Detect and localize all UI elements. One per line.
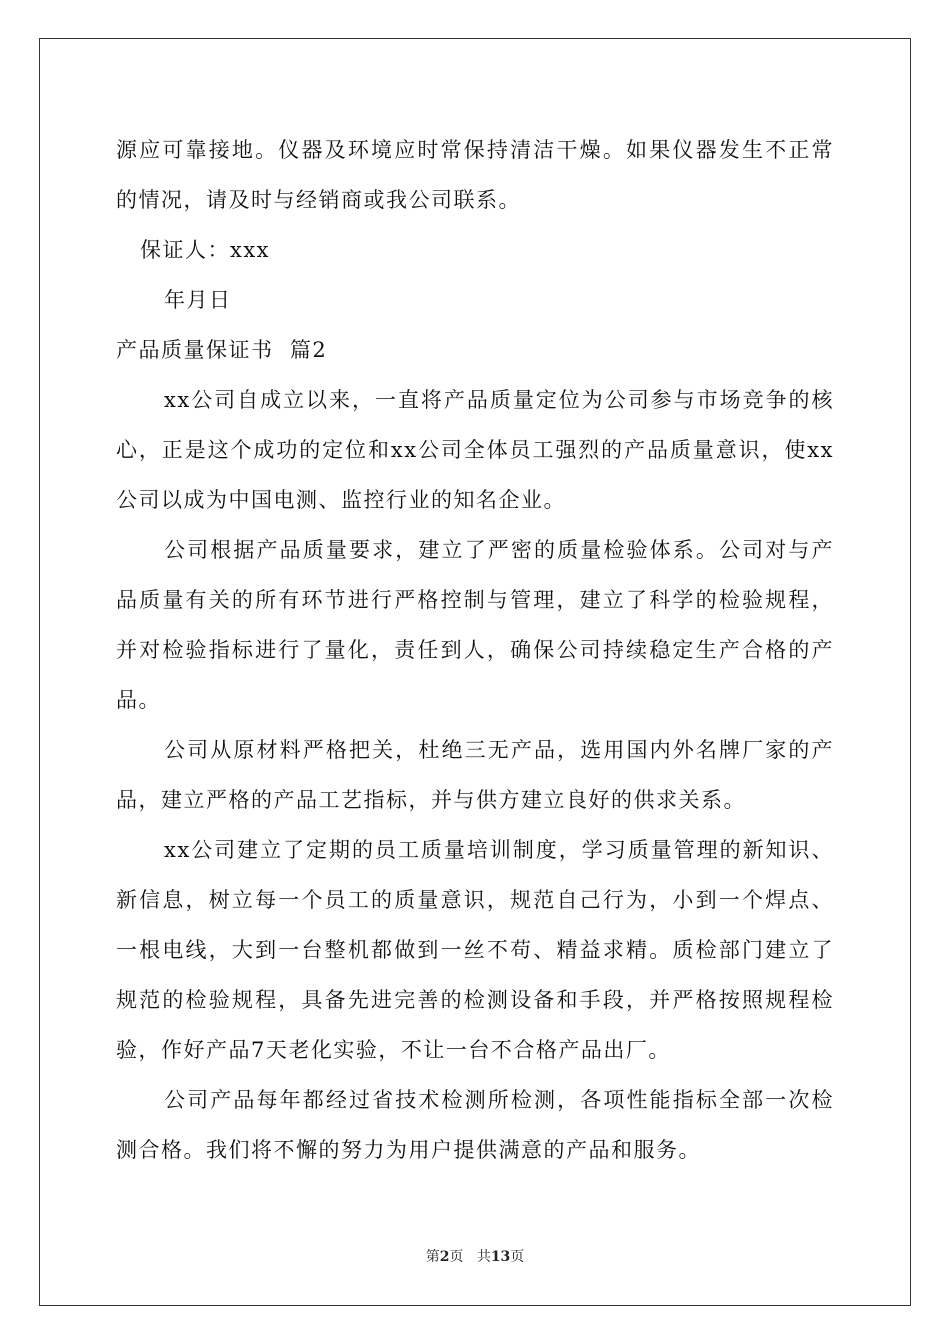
body-paragraph-2: 公司根据产品质量要求，建立了严密的质量检验体系。公司对与产品质量有关的所有环节进行严格控制与管理，建立了科学的检验规程，并对检验指标进行了量化，责任到人，确保公司持续稳定生产合格的产品。 (116, 538, 834, 712)
body-paragraph-5: 公司产品每年都经过省技术检测所检测，各项性能指标全部一次检测合格。我们将不懈的努力为用户提供满意的产品和服务。 (116, 1088, 834, 1162)
footer-total-suffix: 页 (510, 1249, 525, 1265)
continuation-paragraph: 源应可靠接地。仪器及环境应时常保持清洁干燥。如果仪器发生不正常的情况，请及时与经销商或我公司联系。 (116, 138, 834, 212)
body-paragraph-1: xx公司自成立以来，一直将产品质量定位为公司参与市场竞争的核心，正是这个成功的定位和xx公司全体员工强烈的产品质量意识，使xx公司以成为中国电测、监控行业的知名企业。 (116, 388, 834, 512)
page-footer (0, 1246, 950, 1266)
footer-total-pages: 13 (490, 1249, 511, 1265)
guarantor-line: 保证人：xxx (140, 238, 271, 262)
footer-page-prefix: 第 (425, 1249, 440, 1265)
footer-page-number: 2 (439, 1249, 450, 1265)
body-paragraph-4: xx公司建立了定期的员工质量培训制度，学习质量管理的新知识、新信息，树立每一个员工的质量意识，规范自己行为，小到一个焊点、一根电线，大到一台整机都做到一丝不苟、精益求精。质检部门建立了规范的检验规程，具备先进完善的检测设备和手段，并严格按照规程检验，作好产品7天老化实验，不让一台不合格产品出厂。 (116, 838, 834, 1062)
section-title: 产品质量保证书 篇2 (116, 338, 328, 362)
date-line: 年月日 (164, 288, 232, 312)
footer-page-suffix: 页 (449, 1249, 464, 1265)
document-body (116, 125, 834, 1175)
body-paragraph-3: 公司从原材料严格把关，杜绝三无产品，选用国内外名牌厂家的产品，建立严格的产品工艺指标，并与供方建立良好的供求关系。 (116, 738, 834, 812)
footer-total-prefix: 共 (476, 1249, 491, 1265)
